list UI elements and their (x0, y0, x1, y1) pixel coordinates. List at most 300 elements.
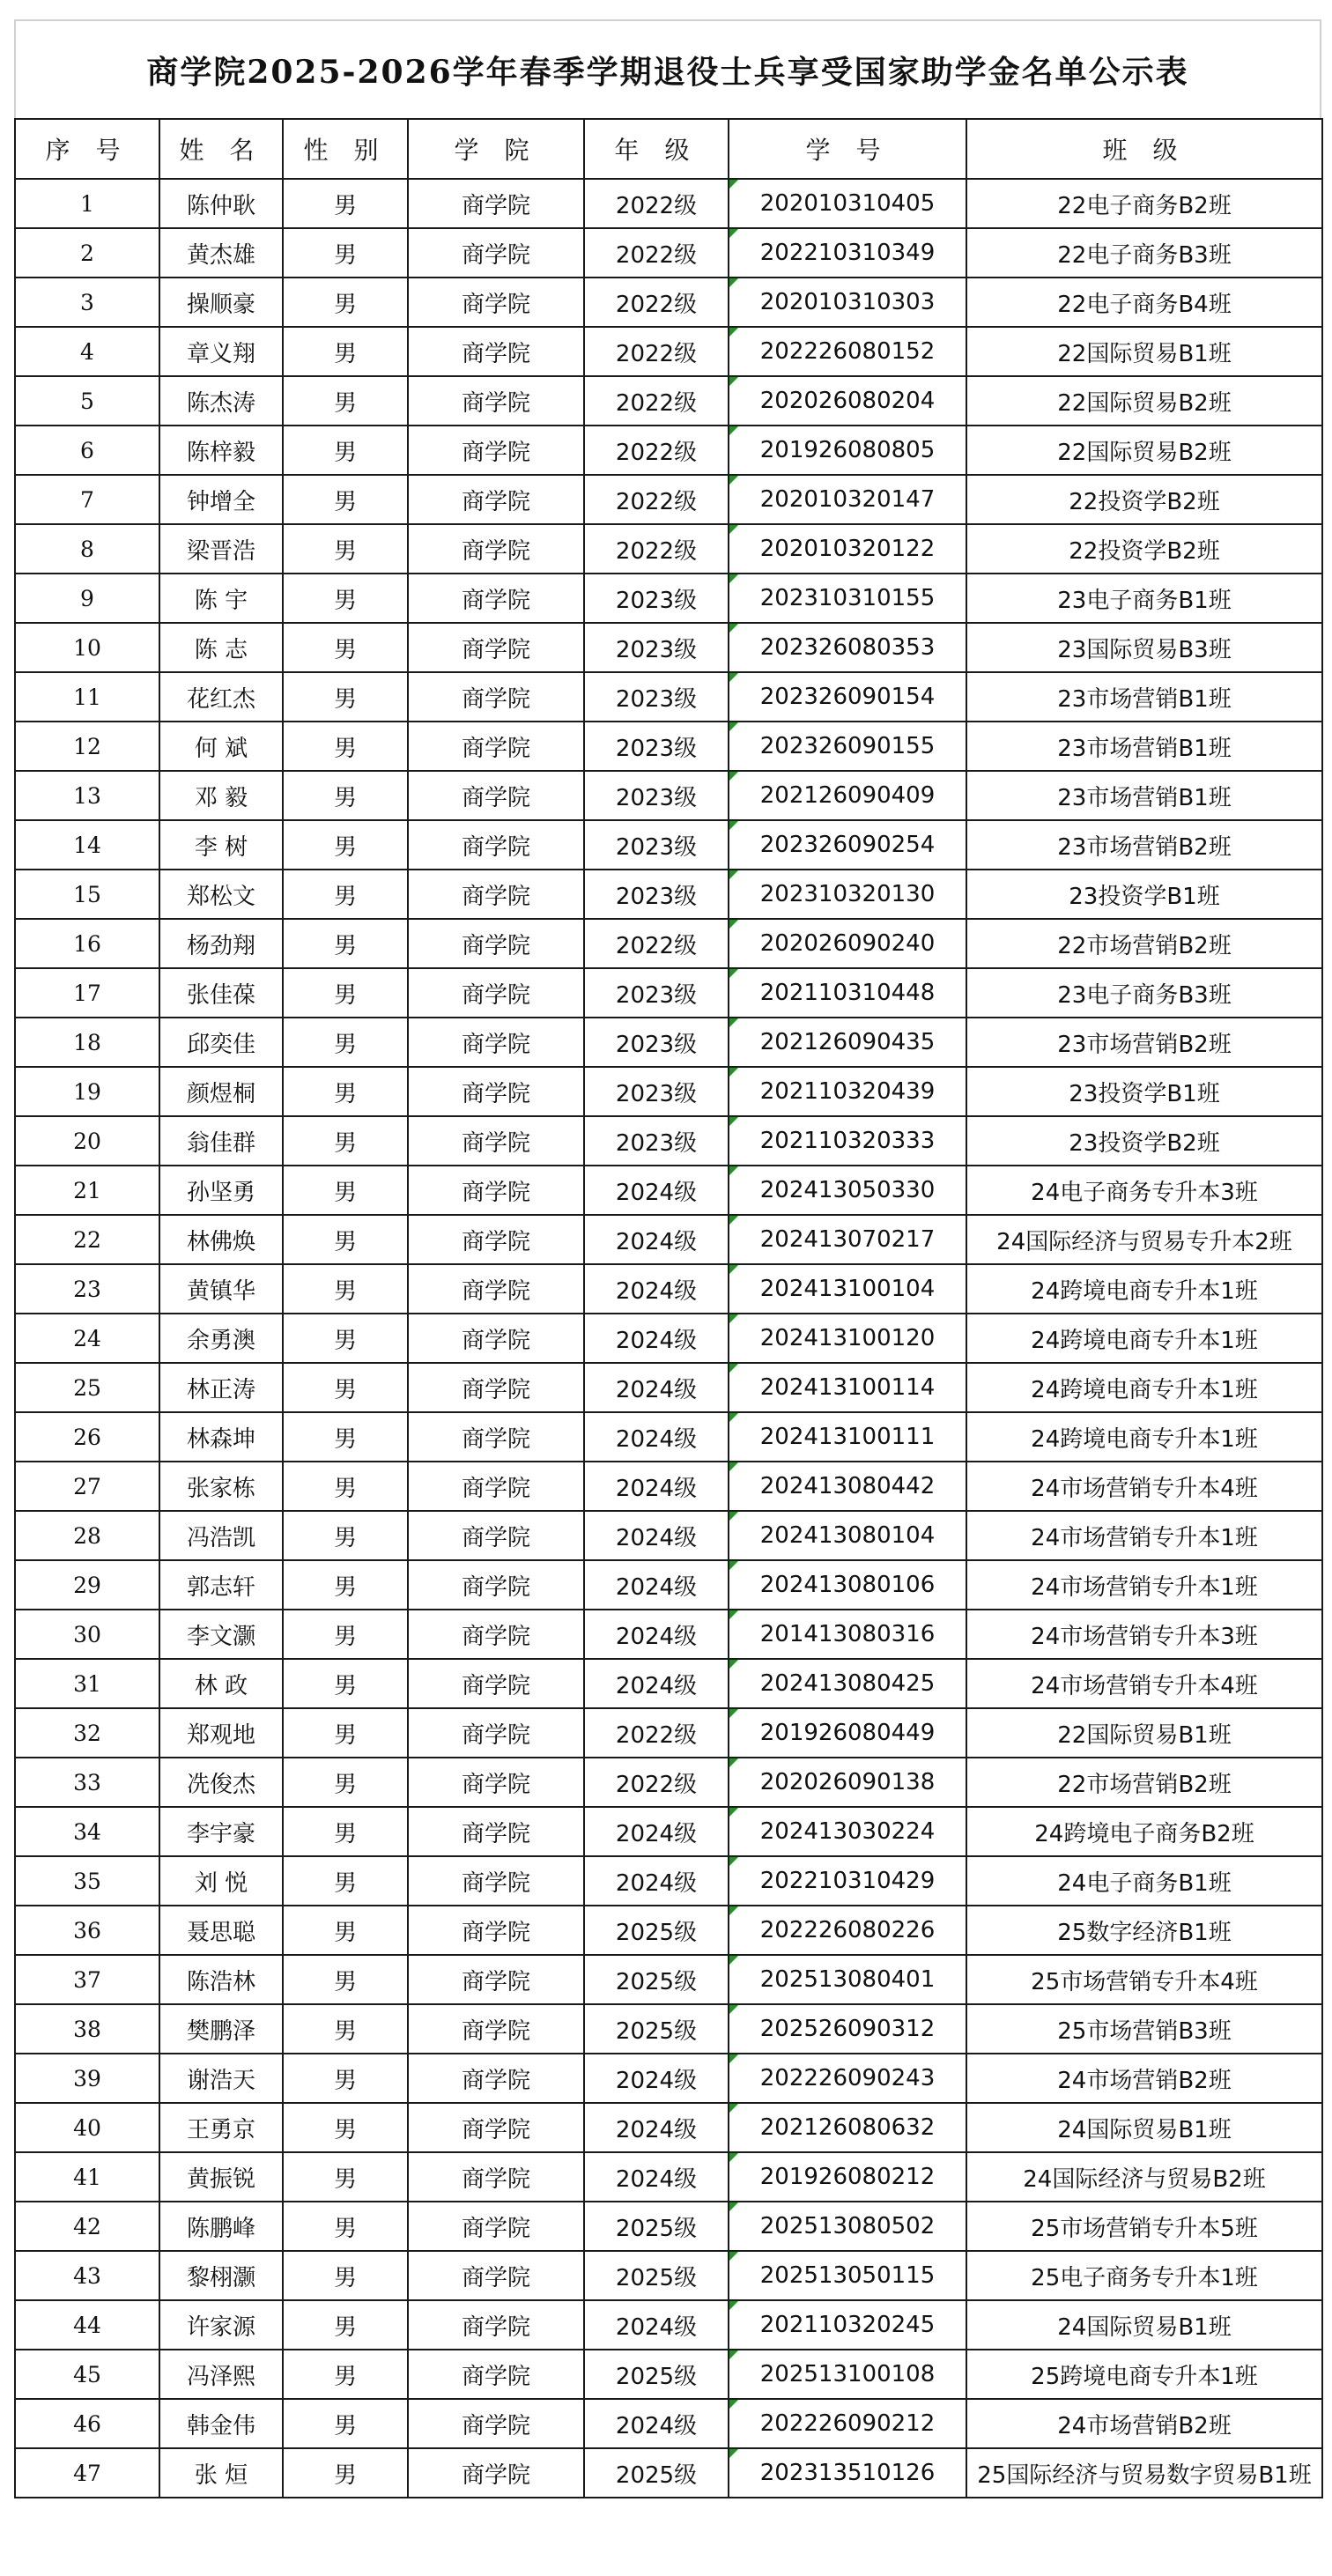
grade: 2025级 (584, 2004, 729, 2054)
student-id: 202513080502 (729, 2202, 966, 2251)
row-index: 36 (15, 1906, 159, 1955)
class-name: 24电子商务B1班 (966, 1856, 1322, 1906)
table-row (15, 1758, 1322, 1807)
row-index: 43 (15, 2251, 159, 2300)
student-id: 201926080449 (729, 1708, 966, 1758)
row-index: 15 (15, 870, 159, 919)
student-name: 陈杰涛 (159, 376, 283, 426)
row-index: 5 (15, 376, 159, 426)
grade: 2022级 (584, 475, 729, 524)
class-name: 25市场营销专升本4班 (966, 1955, 1322, 2004)
student-name: 林森坤 (159, 1412, 283, 1462)
class-name: 25市场营销专升本5班 (966, 2202, 1322, 2251)
table-row (15, 327, 1322, 376)
college: 商学院 (408, 1758, 584, 1807)
grade: 2024级 (584, 2152, 729, 2202)
row-index: 32 (15, 1708, 159, 1758)
header-college: 学 院 (408, 119, 584, 179)
class-name: 22市场营销B2班 (966, 919, 1322, 968)
class-name: 23市场营销B2班 (966, 820, 1322, 870)
student-name: 陈 志 (159, 623, 283, 672)
student-name: 花红杰 (159, 672, 283, 722)
college: 商学院 (408, 1560, 584, 1610)
class-name: 24跨境电商专升本1班 (966, 1264, 1322, 1314)
class-name: 23投资学B2班 (966, 1116, 1322, 1166)
student-name: 冼俊杰 (159, 1758, 283, 1807)
class-name: 24跨境电商专升本1班 (966, 1363, 1322, 1412)
student-name: 郑松文 (159, 870, 283, 919)
table-row (15, 1610, 1322, 1659)
table-row (15, 1955, 1322, 2004)
class-name: 24国际经济与贸易B2班 (966, 2152, 1322, 2202)
grade: 2024级 (584, 1659, 729, 1708)
college: 商学院 (408, 2399, 584, 2448)
table-row (15, 574, 1322, 623)
class-name: 24市场营销B2班 (966, 2399, 1322, 2448)
row-index: 6 (15, 426, 159, 475)
grade: 2024级 (584, 1807, 729, 1856)
gender: 男 (283, 1166, 408, 1215)
gender: 男 (283, 870, 408, 919)
student-name: 谢浩天 (159, 2054, 283, 2103)
gender: 男 (283, 968, 408, 1018)
row-index: 47 (15, 2448, 159, 2498)
row-index: 19 (15, 1067, 159, 1116)
table-row (15, 623, 1322, 672)
class-name: 24国际贸易B1班 (966, 2103, 1322, 2152)
grade: 2022级 (584, 327, 729, 376)
row-index: 40 (15, 2103, 159, 2152)
college: 商学院 (408, 1018, 584, 1067)
student-id: 202110310448 (729, 968, 966, 1018)
student-name: 翁佳群 (159, 1116, 283, 1166)
gender: 男 (283, 278, 408, 327)
grade: 2024级 (584, 1511, 729, 1560)
college: 商学院 (408, 1659, 584, 1708)
class-name: 24跨境电子商务B2班 (966, 1807, 1322, 1856)
student-id: 201926080805 (729, 426, 966, 475)
student-id: 202413100104 (729, 1264, 966, 1314)
student-id: 201413080316 (729, 1610, 966, 1659)
gender: 男 (283, 1018, 408, 1067)
table-row (15, 1462, 1322, 1511)
table-row (15, 771, 1322, 820)
sheet-title: 商学院2025-2026学年春季学期退役士兵享受国家助学金名单公示表 (14, 19, 1321, 118)
grade: 2023级 (584, 722, 729, 771)
row-index: 17 (15, 968, 159, 1018)
student-id: 202413030224 (729, 1807, 966, 1856)
table-body (15, 179, 1322, 2498)
table-row (15, 2300, 1322, 2350)
student-id: 202010310303 (729, 278, 966, 327)
grade: 2024级 (584, 1560, 729, 1610)
grade: 2024级 (584, 2103, 729, 2152)
college: 商学院 (408, 2251, 584, 2300)
grade: 2024级 (584, 2054, 729, 2103)
class-name: 22国际贸易B2班 (966, 426, 1322, 475)
grade: 2023级 (584, 820, 729, 870)
college: 商学院 (408, 672, 584, 722)
row-index: 25 (15, 1363, 159, 1412)
college: 商学院 (408, 228, 584, 278)
class-name: 24市场营销B2班 (966, 2054, 1322, 2103)
header-row (15, 119, 1322, 179)
table-row (15, 1018, 1322, 1067)
college: 商学院 (408, 1116, 584, 1166)
college: 商学院 (408, 2300, 584, 2350)
gender: 男 (283, 1906, 408, 1955)
grade: 2023级 (584, 1067, 729, 1116)
student-name: 郭志轩 (159, 1560, 283, 1610)
college: 商学院 (408, 327, 584, 376)
college: 商学院 (408, 771, 584, 820)
student-id: 202326080353 (729, 623, 966, 672)
student-id: 202310320130 (729, 870, 966, 919)
college: 商学院 (408, 623, 584, 672)
gender: 男 (283, 1659, 408, 1708)
student-id: 202413080425 (729, 1659, 966, 1708)
header-grade: 年 级 (584, 119, 729, 179)
class-name: 24国际经济与贸易专升本2班 (966, 1215, 1322, 1264)
table-row (15, 1314, 1322, 1363)
gender: 男 (283, 722, 408, 771)
row-index: 28 (15, 1511, 159, 1560)
student-id: 202226090243 (729, 2054, 966, 2103)
student-id: 202413100120 (729, 1314, 966, 1363)
college: 商学院 (408, 574, 584, 623)
college: 商学院 (408, 1264, 584, 1314)
college: 商学院 (408, 278, 584, 327)
gender: 男 (283, 524, 408, 574)
row-index: 42 (15, 2202, 159, 2251)
grade: 2022级 (584, 426, 729, 475)
grade: 2022级 (584, 376, 729, 426)
class-name: 24市场营销专升本1班 (966, 1511, 1322, 1560)
gender: 男 (283, 1462, 408, 1511)
table-row (15, 524, 1322, 574)
gender: 男 (283, 2251, 408, 2300)
row-index: 14 (15, 820, 159, 870)
grade: 2024级 (584, 1412, 729, 1462)
row-index: 10 (15, 623, 159, 672)
gender: 男 (283, 1363, 408, 1412)
college: 商学院 (408, 1067, 584, 1116)
college: 商学院 (408, 968, 584, 1018)
row-index: 8 (15, 524, 159, 574)
table-row (15, 179, 1322, 228)
student-name: 李 树 (159, 820, 283, 870)
table-row (15, 1511, 1322, 1560)
student-name: 杨劲翔 (159, 919, 283, 968)
class-name: 25电子商务专升本1班 (966, 2251, 1322, 2300)
row-index: 11 (15, 672, 159, 722)
gender: 男 (283, 919, 408, 968)
row-index: 44 (15, 2300, 159, 2350)
student-id: 202010310405 (729, 179, 966, 228)
class-name: 25数字经济B1班 (966, 1906, 1322, 1955)
grade: 2023级 (584, 968, 729, 1018)
row-index: 12 (15, 722, 159, 771)
row-index: 18 (15, 1018, 159, 1067)
table-row (15, 2251, 1322, 2300)
class-name: 22国际贸易B2班 (966, 376, 1322, 426)
student-id: 202110320439 (729, 1067, 966, 1116)
student-name: 张佳葆 (159, 968, 283, 1018)
table-row (15, 278, 1322, 327)
student-id: 202226080152 (729, 327, 966, 376)
gender: 男 (283, 2350, 408, 2399)
student-name: 黄杰雄 (159, 228, 283, 278)
student-id: 202413100111 (729, 1412, 966, 1462)
student-name: 陈浩林 (159, 1955, 283, 2004)
grade: 2024级 (584, 1462, 729, 1511)
grade: 2024级 (584, 1610, 729, 1659)
table-row (15, 1116, 1322, 1166)
gender: 男 (283, 1412, 408, 1462)
grade: 2023级 (584, 771, 729, 820)
student-name: 余勇澳 (159, 1314, 283, 1363)
class-name: 24跨境电商专升本1班 (966, 1314, 1322, 1363)
student-id: 202413080106 (729, 1560, 966, 1610)
college: 商学院 (408, 2004, 584, 2054)
student-name: 韩金伟 (159, 2399, 283, 2448)
class-name: 22电子商务B3班 (966, 228, 1322, 278)
table-header (15, 119, 1322, 179)
student-name: 王勇京 (159, 2103, 283, 2152)
class-name: 24国际贸易B1班 (966, 2300, 1322, 2350)
table-row (15, 2152, 1322, 2202)
class-name: 25国际经济与贸易数字贸易B1班 (966, 2448, 1322, 2498)
table-row (15, 1412, 1322, 1462)
student-name: 梁晋浩 (159, 524, 283, 574)
class-name: 24市场营销专升本3班 (966, 1610, 1322, 1659)
class-name: 23市场营销B1班 (966, 722, 1322, 771)
table-row (15, 2054, 1322, 2103)
gender: 男 (283, 672, 408, 722)
student-name: 许家源 (159, 2300, 283, 2350)
row-index: 35 (15, 1856, 159, 1906)
gender: 男 (283, 2448, 408, 2498)
student-name: 孙坚勇 (159, 1166, 283, 1215)
grade: 2022级 (584, 228, 729, 278)
class-name: 25跨境电商专升本1班 (966, 2350, 1322, 2399)
table-row (15, 919, 1322, 968)
gender: 男 (283, 2103, 408, 2152)
student-id: 202210310429 (729, 1856, 966, 1906)
college: 商学院 (408, 179, 584, 228)
row-index: 30 (15, 1610, 159, 1659)
college: 商学院 (408, 426, 584, 475)
table-row (15, 1215, 1322, 1264)
student-id: 202210310349 (729, 228, 966, 278)
gender: 男 (283, 1067, 408, 1116)
student-name: 黄镇华 (159, 1264, 283, 1314)
student-id: 202526090312 (729, 2004, 966, 2054)
class-name: 22投资学B2班 (966, 524, 1322, 574)
grade: 2024级 (584, 1215, 729, 1264)
gender: 男 (283, 1215, 408, 1264)
student-id: 202513050115 (729, 2251, 966, 2300)
student-id: 202110320333 (729, 1116, 966, 1166)
college: 商学院 (408, 1610, 584, 1659)
table-row (15, 1067, 1322, 1116)
table-row (15, 1906, 1322, 1955)
gender: 男 (283, 1708, 408, 1758)
table-row (15, 475, 1322, 524)
notice-sheet (14, 19, 1321, 2498)
college: 商学院 (408, 1807, 584, 1856)
table-row (15, 1807, 1322, 1856)
college: 商学院 (408, 2152, 584, 2202)
student-name: 操顺豪 (159, 278, 283, 327)
college: 商学院 (408, 1708, 584, 1758)
table-row (15, 2202, 1322, 2251)
gender: 男 (283, 1610, 408, 1659)
class-name: 22国际贸易B1班 (966, 327, 1322, 376)
row-index: 33 (15, 1758, 159, 1807)
gender: 男 (283, 475, 408, 524)
college: 商学院 (408, 870, 584, 919)
row-index: 29 (15, 1560, 159, 1610)
table-row (15, 1363, 1322, 1412)
gender: 男 (283, 426, 408, 475)
student-name: 张家栋 (159, 1462, 283, 1511)
row-index: 37 (15, 1955, 159, 2004)
class-name: 23投资学B1班 (966, 870, 1322, 919)
row-index: 39 (15, 2054, 159, 2103)
student-id: 202026090138 (729, 1758, 966, 1807)
gender: 男 (283, 2300, 408, 2350)
table-row (15, 1264, 1322, 1314)
student-name: 黎栩灏 (159, 2251, 283, 2300)
grade: 2025级 (584, 1955, 729, 2004)
student-id: 202126080632 (729, 2103, 966, 2152)
gender: 男 (283, 179, 408, 228)
grade: 2025级 (584, 2202, 729, 2251)
class-name: 22电子商务B4班 (966, 278, 1322, 327)
class-name: 24市场营销专升本1班 (966, 1560, 1322, 1610)
student-id: 202226090212 (729, 2399, 966, 2448)
student-id: 202110320245 (729, 2300, 966, 2350)
class-name: 23电子商务B3班 (966, 968, 1322, 1018)
class-name: 22电子商务B2班 (966, 179, 1322, 228)
gender: 男 (283, 771, 408, 820)
class-name: 23市场营销B1班 (966, 771, 1322, 820)
grade: 2023级 (584, 870, 729, 919)
grade: 2024级 (584, 1314, 729, 1363)
gender: 男 (283, 820, 408, 870)
student-id: 202126090409 (729, 771, 966, 820)
row-index: 46 (15, 2399, 159, 2448)
gender: 男 (283, 2054, 408, 2103)
gender: 男 (283, 1955, 408, 2004)
college: 商学院 (408, 524, 584, 574)
gender: 男 (283, 1807, 408, 1856)
college: 商学院 (408, 1363, 584, 1412)
class-name: 24电子商务专升本3班 (966, 1166, 1322, 1215)
table-row (15, 1856, 1322, 1906)
gender: 男 (283, 1116, 408, 1166)
student-id: 202413080442 (729, 1462, 966, 1511)
row-index: 31 (15, 1659, 159, 1708)
student-name: 陈鹏峰 (159, 2202, 283, 2251)
student-id: 202226080226 (729, 1906, 966, 1955)
header-class: 班 级 (966, 119, 1322, 179)
college: 商学院 (408, 1215, 584, 1264)
student-name: 李宇豪 (159, 1807, 283, 1856)
student-id: 202010320122 (729, 524, 966, 574)
student-name: 冯浩凯 (159, 1511, 283, 1560)
student-name: 林佛焕 (159, 1215, 283, 1264)
grade: 2024级 (584, 2399, 729, 2448)
gender: 男 (283, 376, 408, 426)
class-name: 23国际贸易B3班 (966, 623, 1322, 672)
table-row (15, 426, 1322, 475)
row-index: 16 (15, 919, 159, 968)
header-name: 姓 名 (159, 119, 283, 179)
grade: 2024级 (584, 1856, 729, 1906)
table-row (15, 2004, 1322, 2054)
table-row (15, 1708, 1322, 1758)
class-name: 23市场营销B2班 (966, 1018, 1322, 1067)
gender: 男 (283, 1314, 408, 1363)
student-id: 202010320147 (729, 475, 966, 524)
student-id: 202313510126 (729, 2448, 966, 2498)
grade: 2025级 (584, 2448, 729, 2498)
gender: 男 (283, 2004, 408, 2054)
college: 商学院 (408, 1462, 584, 1511)
college: 商学院 (408, 1856, 584, 1906)
college: 商学院 (408, 1412, 584, 1462)
student-id: 202026090240 (729, 919, 966, 968)
class-name: 25市场营销B3班 (966, 2004, 1322, 2054)
class-name: 24跨境电商专升本1班 (966, 1412, 1322, 1462)
table-row (15, 1659, 1322, 1708)
college: 商学院 (408, 2202, 584, 2251)
student-table (14, 118, 1323, 2498)
student-id: 202326090155 (729, 722, 966, 771)
grade: 2025级 (584, 2350, 729, 2399)
student-name: 李文灏 (159, 1610, 283, 1659)
student-id: 202413100114 (729, 1363, 966, 1412)
grade: 2023级 (584, 672, 729, 722)
grade: 2022级 (584, 179, 729, 228)
student-id: 202326090254 (729, 820, 966, 870)
gender: 男 (283, 623, 408, 672)
student-name: 邓 毅 (159, 771, 283, 820)
table-row (15, 2448, 1322, 2498)
grade: 2024级 (584, 1166, 729, 1215)
grade: 2022级 (584, 919, 729, 968)
gender: 男 (283, 1560, 408, 1610)
class-name: 22投资学B2班 (966, 475, 1322, 524)
student-name: 聂思聪 (159, 1906, 283, 1955)
student-name: 何 斌 (159, 722, 283, 771)
student-id: 202126090435 (729, 1018, 966, 1067)
student-id: 202413070217 (729, 1215, 966, 1264)
student-name: 郑观地 (159, 1708, 283, 1758)
grade: 2024级 (584, 2300, 729, 2350)
table-row (15, 1560, 1322, 1610)
college: 商学院 (408, 376, 584, 426)
student-id: 202026080204 (729, 376, 966, 426)
row-index: 45 (15, 2350, 159, 2399)
student-name: 钟增全 (159, 475, 283, 524)
gender: 男 (283, 1758, 408, 1807)
table-row (15, 870, 1322, 919)
college: 商学院 (408, 2448, 584, 2498)
gender: 男 (283, 2399, 408, 2448)
